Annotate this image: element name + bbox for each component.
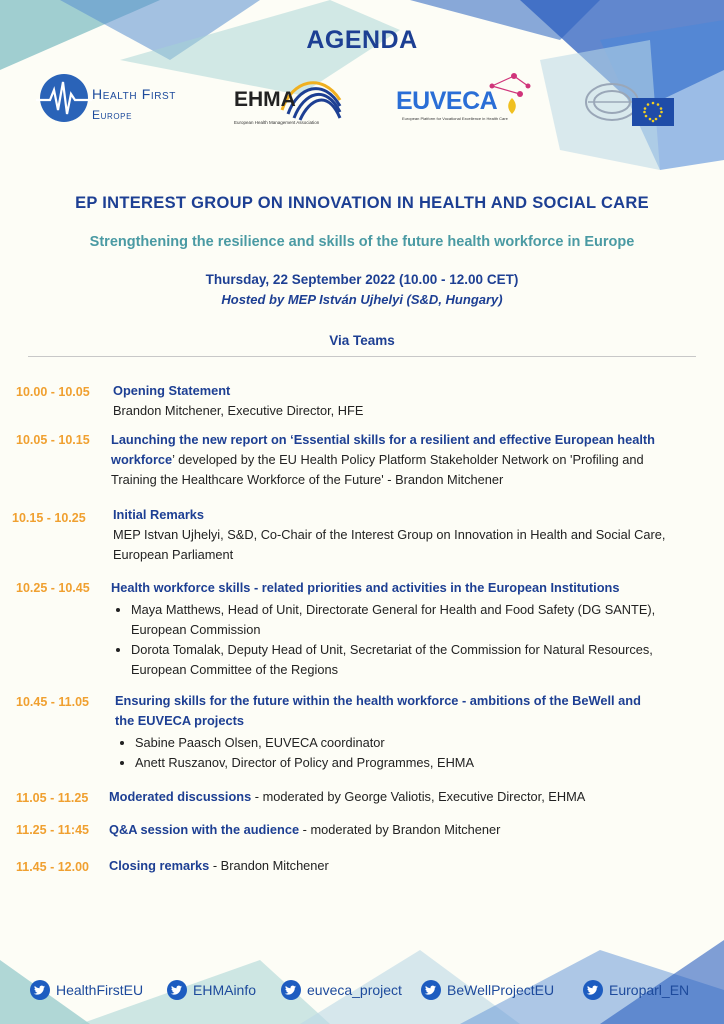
health-first-europe-logo: [36, 70, 196, 130]
agenda-title: AGENDA: [306, 26, 418, 54]
event-date: Thursday, 22 September 2022 (10.00 - 12.00 CET): [205, 272, 519, 287]
twitter-handle: EHMAinfo: [193, 982, 257, 998]
speaker-list: [111, 600, 701, 680]
twitter-link-ehmainfo[interactable]: [167, 980, 256, 1000]
euveca-logo-tagline: European Platform for Vocational Excellence in Health Care: [402, 116, 508, 121]
agenda-item: [109, 820, 709, 840]
agenda-item-detail: - moderated by Brandon Mitchener: [299, 822, 501, 837]
twitter-icon: [583, 980, 603, 1000]
agenda-item-title: Q&A session with the audience: [109, 822, 300, 837]
agenda-item-title: Closing remarks: [109, 858, 210, 873]
agenda-item: [111, 578, 701, 680]
agenda-item: [109, 787, 709, 807]
agenda-time: 11.45 - 12.00: [16, 860, 89, 874]
agenda-time: 10.00 - 10.05: [16, 385, 90, 399]
twitter-link-bewellproject[interactable]: [421, 980, 554, 1000]
twitter-link-europarl[interactable]: [583, 980, 689, 1000]
agenda-time: 10.05 - 10.15: [16, 433, 90, 447]
hfe-logo-line1: Health First: [92, 86, 177, 102]
twitter-handle: Europarl_EN: [609, 982, 690, 998]
twitter-icon: [30, 980, 50, 1000]
euveca-logo: [396, 72, 534, 126]
agenda-item-title: Moderated discussions: [109, 789, 252, 804]
twitter-handle: BeWellProjectEU: [447, 982, 555, 998]
event-title: EP INTEREST GROUP ON INNOVATION IN HEALTH AND SOCIAL CARE: [75, 194, 649, 212]
ehma-logo-name: EHMA: [234, 88, 296, 111]
agenda-time: 10.25 - 10.45: [16, 581, 90, 595]
agenda-item-detail: - Brandon Mitchener: [209, 858, 329, 873]
ehma-logo: [232, 70, 342, 130]
twitter-icon: [281, 980, 301, 1000]
agenda-item: [113, 381, 703, 421]
speaker-item: • Anett Ruszanov, Director of Policy and Programmes, EHMA: [135, 753, 655, 773]
twitter-link-healthfirsteu[interactable]: [30, 980, 143, 1000]
agenda-time: 11.25 - 11:45: [16, 823, 89, 837]
twitter-handle: euveca_project: [307, 982, 402, 998]
agenda-item-title: Opening Statement: [113, 383, 231, 398]
agenda-item-title: Initial Remarks: [113, 507, 205, 522]
european-parliament-logo: [584, 72, 676, 128]
event-host: Hosted by MEP István Ujhelyi (S&D, Hungary): [221, 292, 503, 307]
hfe-logo-line2: Europe: [92, 108, 133, 122]
speaker-item: • Sabine Paasch Olsen, EUVECA coordinator: [135, 733, 655, 753]
ehma-logo-tagline: European Health Management Association: [234, 120, 320, 125]
agenda-item-detail: - moderated by George Valiotis, Executive Director, EHMA: [251, 789, 586, 804]
speaker-list: [115, 733, 655, 773]
agenda-item-detail: ’ developed by the EU Health Policy Platform Stakeholder Network on 'Profiling and Training the Healthcare Workforce of the Future' - Brandon Mitchener: [111, 452, 644, 487]
agenda-item-title: Ensuring skills for the future within the health workforce - ambitions of the BeWell and the EUVECA projects: [115, 693, 641, 728]
twitter-icon: [167, 980, 187, 1000]
divider: [28, 356, 696, 357]
agenda-time: 10.15 - 10.25: [12, 511, 86, 525]
agenda-item: [115, 691, 655, 773]
speaker-item: • Maya Matthews, Head of Unit, Directorate General for Health and Food Safety (DG SANTE), European Commission: [131, 600, 701, 640]
agenda-item: [113, 505, 693, 565]
agenda-time: 11.05 - 11.25: [16, 791, 89, 805]
euveca-logo-name: EUVECA: [396, 87, 498, 115]
agenda-item-title: Health workforce skills - related priorities and activities in the European Institutions: [111, 580, 620, 595]
agenda-item-title: Launching the new report on ‘Essential skills for a resilient and effective European health workforce: [111, 432, 655, 467]
twitter-handle: HealthFirstEU: [56, 982, 144, 998]
agenda-item-detail: Brandon Mitchener, Executive Director, HFE: [113, 403, 364, 418]
event-subtitle: Strengthening the resilience and skills of the future health workforce in Europe: [89, 234, 635, 250]
hfe-heartbeat-icon: [36, 70, 92, 130]
speaker-item: • Dorota Tomalak, Deputy Head of Unit, Secretariat of the Commission for Natural Resources, European Committee of the Regions: [131, 640, 701, 680]
event-venue: Via Teams: [329, 333, 395, 348]
european-parliament-icon: [584, 72, 676, 128]
agenda-item: [109, 856, 709, 876]
twitter-icon: [421, 980, 441, 1000]
agenda-item: [111, 430, 691, 490]
agenda-time: 10.45 - 11.05: [16, 695, 89, 709]
twitter-link-euveca[interactable]: [281, 980, 402, 1000]
agenda-item-detail: MEP Istvan Ujhelyi, S&D, Co-Chair of the Interest Group on Innovation in Health and Social Care, European Parliament: [113, 527, 666, 562]
